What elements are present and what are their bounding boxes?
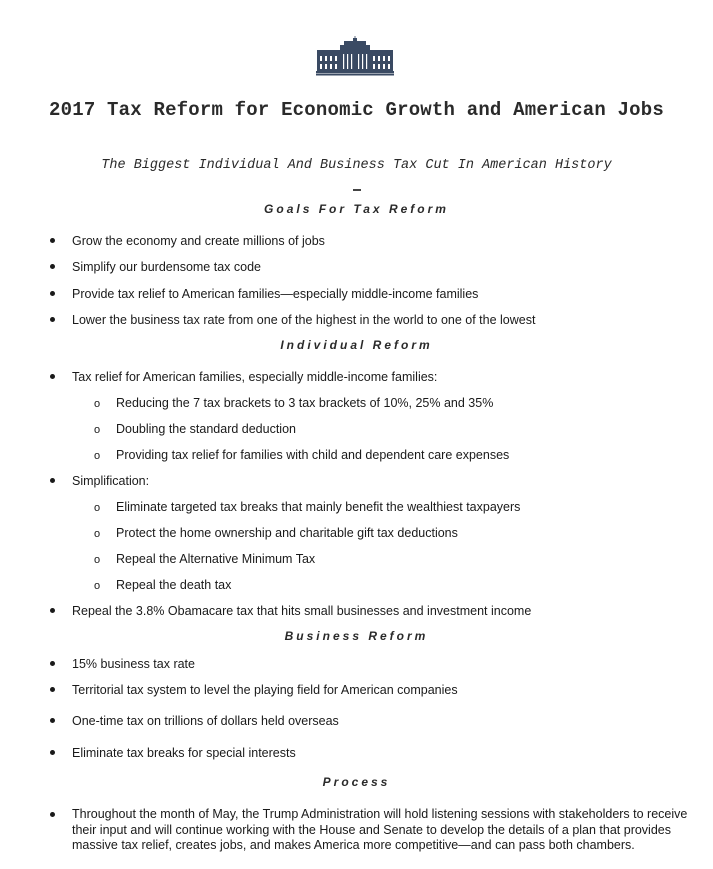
list-item: Grow the economy and create millions of jobs <box>72 233 702 249</box>
sub-bullet-marker: o <box>94 502 101 514</box>
section-heading-business: Business Reform <box>284 629 429 643</box>
section-heading-individual: Individual Reform <box>280 338 433 352</box>
sub-bullet-marker: o <box>94 580 101 592</box>
list-item: Throughout the month of May, the Trump Administration will hold listening sessions with stakeholders to receive their input and will continue working with the House and Senate to develop the details of a plan that provides massive tax relief, creates jobs, and makes America more competitive—and can pass both chambers. <box>72 807 702 854</box>
list-item: 15% business tax rate <box>72 656 702 672</box>
list-item: Simplification: <box>72 473 702 489</box>
sub-list-item: Providing tax relief for families with child and dependent care expenses <box>116 448 510 462</box>
document-title: 2017 Tax Reform for Economic Growth and American Jobs <box>49 99 664 121</box>
white-house-icon <box>316 36 394 76</box>
sub-bullet-marker: o <box>94 450 101 462</box>
sub-bullet-marker: o <box>94 554 101 566</box>
sub-bullet-marker: o <box>94 528 101 540</box>
list-item: Lower the business tax rate from one of the highest in the world to one of the lowest <box>72 312 702 328</box>
list-item: Territorial tax system to level the playing field for American companies <box>72 682 702 698</box>
sub-list-item: Doubling the standard deduction <box>116 422 296 436</box>
section-heading-goals: Goals For Tax Reform <box>264 202 449 216</box>
list-item: Tax relief for American families, especially middle-income families: <box>72 369 702 385</box>
list-item: One-time tax on trillions of dollars held overseas <box>72 713 702 729</box>
list-item: Eliminate tax breaks for special interests <box>72 745 702 761</box>
section-heading-process: Process <box>322 775 391 789</box>
sub-list-item: Reducing the 7 tax brackets to 3 tax brackets of 10%, 25% and 35% <box>116 396 494 410</box>
sub-bullet-marker: o <box>94 424 101 436</box>
subtitle-divider <box>353 189 361 191</box>
list-item: Simplify our burdensome tax code <box>72 259 702 275</box>
sub-list-item: Repeal the death tax <box>116 578 232 592</box>
sub-list-item: Eliminate targeted tax breaks that mainly benefit the wealthiest taxpayers <box>116 500 521 514</box>
sub-bullet-marker: o <box>94 398 101 410</box>
list-item: Repeal the 3.8% Obamacare tax that hits small businesses and investment income <box>72 603 702 619</box>
list-item: Provide tax relief to American families—especially middle-income families <box>72 286 702 302</box>
document-subtitle: The Biggest Individual And Business Tax Cut In American History <box>101 158 612 173</box>
sub-list-item: Protect the home ownership and charitable gift tax deductions <box>116 526 458 540</box>
sub-list-item: Repeal the Alternative Minimum Tax <box>116 552 316 566</box>
